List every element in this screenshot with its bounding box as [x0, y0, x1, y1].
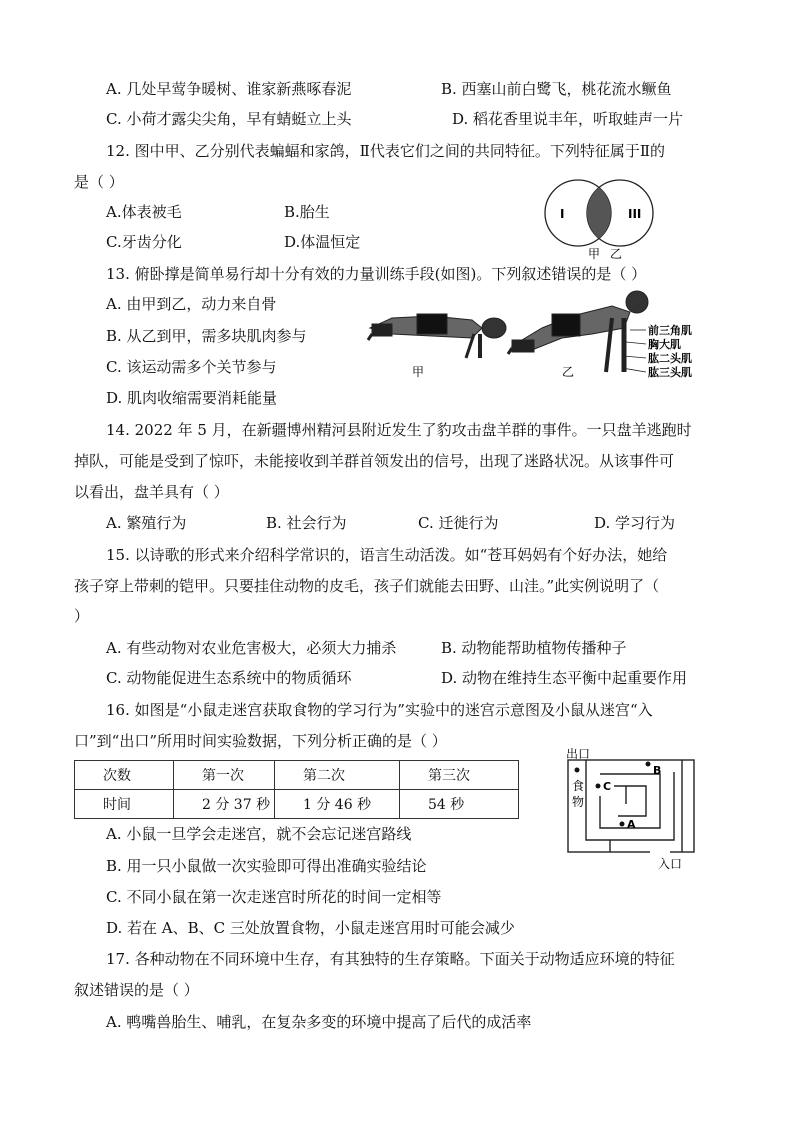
q15-stem-line3: ） [74, 607, 90, 625]
q16-option-d: D. 若在 A、B、C 三处放置食物，小鼠走迷宫用时可能会减少 [106, 919, 515, 937]
table-header-row [75, 761, 519, 790]
q13-option-c: C. 该运动需多个关节参与 [106, 358, 277, 376]
table-header-cell: 次数 [75, 761, 174, 790]
q13-option-a: A. 由甲到乙，动力来自骨 [106, 295, 277, 313]
maze-entrance-label: 入口 [658, 857, 683, 870]
pushup-figure [362, 288, 702, 384]
q14-option-d: D. 学习行为 [594, 514, 676, 532]
maze-point-a: A [627, 818, 636, 831]
q12-option-a: A.体表被毛 [106, 203, 182, 221]
q12-stem-line2: 是（ ） [74, 173, 124, 191]
venn-diagram [540, 176, 660, 260]
q16-option-a: A. 小鼠一旦学会走迷宫，就不会忘记迷宫路线 [106, 825, 412, 843]
maze-point-b-dot [646, 762, 651, 767]
muscle-label-deltoid: 前三角肌 [648, 324, 692, 337]
venn-label-left: I [560, 207, 565, 221]
muscle-label-biceps: 肱二头肌 [648, 352, 692, 365]
maze-food-label-2: 物 [572, 795, 585, 809]
q13-option-b: B. 从乙到甲，需多块肌肉参与 [106, 327, 307, 345]
q14-stem-line2: 掉队，可能是受到了惊吓，未能接收到羊群首领发出的信号，出现了迷路状况。从该事件可 [74, 452, 675, 470]
q15-option-d: D. 动物在维持生态平衡中起重要作用 [441, 669, 688, 687]
q17-stem-line2: 叙述错误的是（ ） [74, 981, 199, 999]
q15-option-a: A. 有些动物对农业危害极大，必须大力捕杀 [106, 639, 397, 657]
maze-point-c-dot [596, 784, 601, 789]
q15-stem-line1: 15. 以诗歌的形式来介绍科学常识的，语言生动活泼。如“苍耳妈妈有个好办法，她给 [106, 546, 668, 564]
venn-label-right: III [628, 207, 642, 221]
table-row [75, 790, 519, 819]
maze-food-dot [575, 768, 580, 773]
table-cell: 54 秒 [400, 790, 519, 819]
q11-option-d: D. 稻花香里说丰年，听取蛙声一片 [452, 110, 684, 128]
q11-option-b: B. 西塞山前白鹭飞，桃花流水鳜鱼 [441, 80, 672, 98]
maze-point-b: B [653, 764, 662, 777]
q11-option-a: A. 几处早莺争暖树、谁家新燕啄春泥 [106, 80, 352, 98]
table-header-cell: 第一次 [174, 761, 275, 790]
maze-food-label-1: 食 [572, 779, 585, 793]
maze-entrance-gap [650, 848, 670, 854]
q14-stem-line3: 以看出，盘羊具有（ ） [74, 483, 229, 501]
venn-label-jia: 甲 [588, 247, 601, 260]
table-cell: 2 分 37 秒 [174, 790, 275, 819]
q16-stem-line1: 16. 如图是“小鼠走迷宫获取食物的学习行为”实验中的迷宫示意图及小鼠从迷宫“入 [106, 701, 653, 719]
table-cell: 时间 [75, 790, 174, 819]
maze-diagram [562, 744, 702, 870]
maze-time-table [74, 760, 519, 819]
q12-option-b: B.胎生 [284, 203, 330, 221]
q13-option-d: D. 肌肉收缩需要消耗能量 [106, 389, 278, 407]
table-cell: 1 分 46 秒 [275, 790, 400, 819]
muscle-label-triceps: 肱三头肌 [648, 366, 692, 379]
q17-stem-line1: 17. 各种动物在不同环境中生存，有其独特的生存策略。下面关于动物适应环境的特征 [106, 950, 675, 968]
q14-stem-line1: 14. 2022 年 5 月，在新疆博州精河县附近发生了豹攻击盘羊群的事件。一只盘羊逃跑时 [106, 421, 692, 439]
venn-label-yi: 乙 [610, 247, 623, 260]
q15-stem-line2: 孩子穿上带刺的铠甲。只要挂住动物的皮毛，孩子们就能去田野、山洼。”此实例说明了（ [74, 577, 660, 595]
q14-option-a: A. 繁殖行为 [106, 514, 187, 532]
q14-option-c: C. 迁徙行为 [418, 514, 499, 532]
q13-stem: 13. 俯卧撑是简单易行却十分有效的力量训练手段(如图)。下列叙述错误的是（ ） [106, 265, 647, 283]
table-header-cell: 第三次 [400, 761, 519, 790]
q12-option-c: C.牙齿分化 [106, 233, 182, 251]
q16-option-c: C. 不同小鼠在第一次走迷宫时所花的时间一定相等 [106, 888, 442, 906]
q15-option-c: C. 动物能促进生态系统中的物质循环 [106, 669, 352, 687]
muscle-label-pectoral: 胸大肌 [648, 338, 681, 351]
q12-stem-line1: 12. 图中甲、乙分别代表蝙蝠和家鸽，Ⅱ代表它们之间的共同特征。下列特征属于Ⅱ的 [106, 142, 666, 160]
maze-exit-label: 出口 [566, 747, 591, 761]
q11-option-c: C. 小荷才露尖尖角，早有蜻蜓立上头 [106, 110, 352, 128]
pushup-label-jia: 甲 [412, 365, 425, 379]
q14-option-b: B. 社会行为 [266, 514, 347, 532]
table-header-cell: 第二次 [275, 761, 400, 790]
q15-option-b: B. 动物能帮助植物传播种子 [441, 639, 627, 657]
q12-option-d: D.体温恒定 [284, 233, 361, 251]
pushup-label-yi: 乙 [562, 365, 575, 379]
q16-option-b: B. 用一只小鼠做一次实验即可得出准确实验结论 [106, 857, 427, 875]
maze-point-c: C [603, 780, 612, 793]
q16-stem-line2: 口”到“出口”所用时间实验数据，下列分析正确的是（ ） [74, 732, 447, 750]
q17-option-a: A. 鸭嘴兽胎生、哺乳，在复杂多变的环境中提高了后代的成活率 [106, 1013, 532, 1031]
maze-point-a-dot [620, 822, 625, 827]
